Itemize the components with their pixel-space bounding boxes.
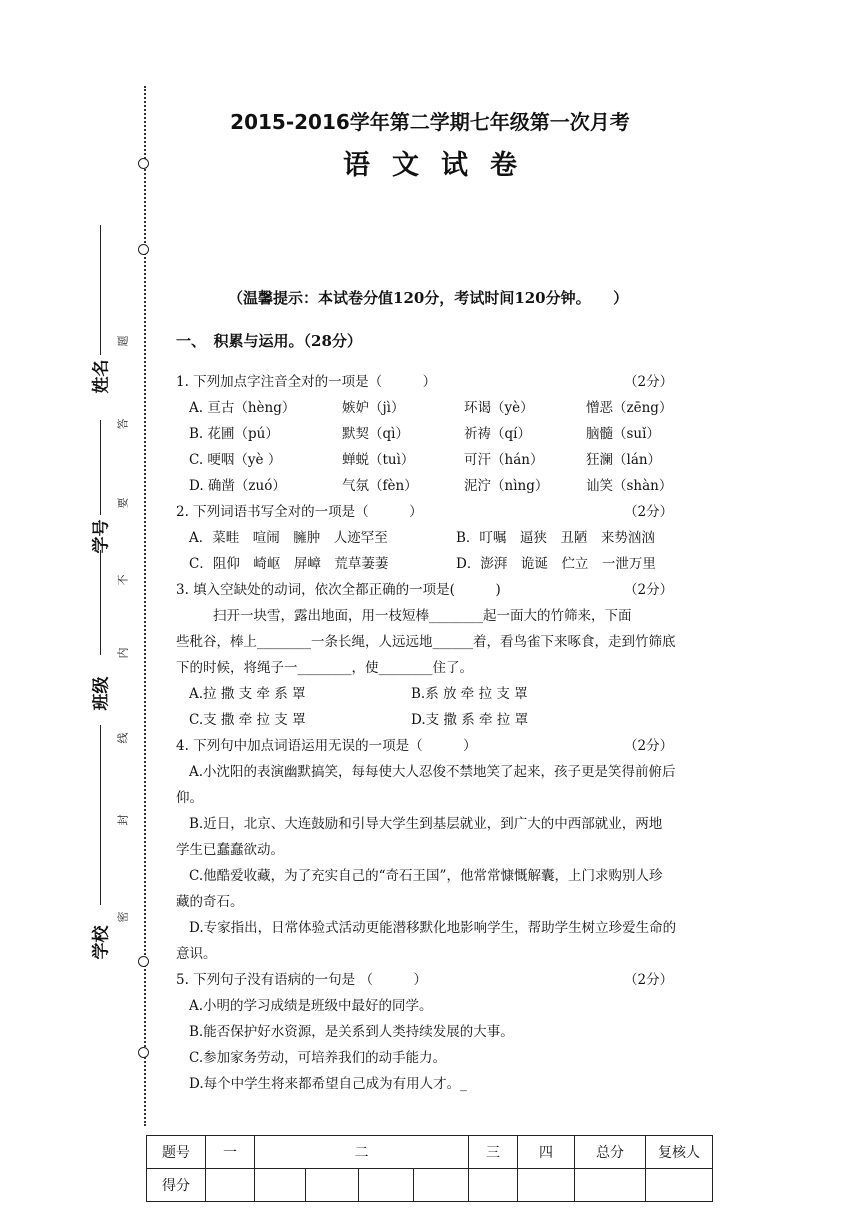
q4-stem: 4. 下列句中加点词语运用无误的一项是（ ）	[176, 738, 477, 754]
q5-option-line: B.能否保护好水资源，是关系到人类持续发展的大事。	[189, 1024, 514, 1040]
q1-option: 讪笑（shàn）	[586, 478, 673, 494]
table-row	[147, 1169, 713, 1202]
score-input-cell[interactable]	[575, 1169, 646, 1202]
q2-option: C．阻仰 崎岖 屏嶂 荒草萋萋	[189, 556, 389, 572]
q2-score: （2分）	[624, 504, 674, 520]
score-input-cell[interactable]	[469, 1169, 518, 1202]
q1-option: 气氛（fèn）	[342, 478, 418, 494]
score-input-cell[interactable]	[255, 1169, 306, 1202]
q1-option: A. 亘古（hèng）	[189, 400, 296, 416]
q1-stem: 1. 下列加点字注音全对的一项是（ ）	[176, 374, 437, 390]
q3-option: B.系 放 牵 拉 支 罩	[411, 686, 528, 702]
q3-passage-line: 扫开一块雪，露出地面，用一枝短棒________起一面大的竹筛来，下面	[213, 608, 632, 624]
q1-option: 嫉妒（jì）	[342, 400, 405, 416]
q5-option-line: D.每个中学生将来都希望自己成为有用人才。_	[189, 1076, 467, 1092]
seal-char: 答	[116, 418, 130, 430]
q4-option-line: B.近日，北京、大连鼓励和引导大学生到基层就业，到广大的中西部就业，两地	[189, 816, 663, 832]
seal-char: 线	[116, 732, 130, 744]
q1-option: 憎恶（zēng）	[586, 400, 673, 416]
exam-tip: （温馨提示：本试卷分值120分，考试时间120分钟。 ）	[228, 289, 629, 307]
score-input-cell[interactable]	[306, 1169, 359, 1202]
q3-option: A.拉 撒 支 牵 系 罩	[189, 686, 306, 702]
side-label-number: 学号	[91, 519, 112, 554]
class-blank-line	[100, 550, 101, 655]
seal-char: 封	[116, 814, 130, 826]
q1-option: 狂澜（lán）	[586, 452, 662, 468]
exam-title: 2015-2016学年第二学期七年级第一次月考	[230, 110, 630, 134]
q1-option: D. 确凿（zuó）	[189, 478, 286, 494]
binding-hole-marker	[138, 158, 149, 169]
seal-char: 不	[116, 574, 130, 586]
name-blank-line	[100, 225, 101, 355]
q2-option: A．菜畦 喧闹 臃肿 人迹罕至	[189, 530, 388, 546]
q2-option: D．澎湃 诡诞 伫立 一泄万里	[456, 556, 656, 572]
q1-option: 祈祷（qí）	[464, 426, 531, 442]
score-input-cell[interactable]	[359, 1169, 414, 1202]
q1-option: 环谒（yè）	[464, 400, 534, 416]
q4-option-line: C.他酷爱收藏，为了充实自己的“奇石王国”，他常常慷慨解囊，上门求购别人珍	[189, 868, 663, 884]
seal-char: 内	[116, 647, 130, 659]
q4-option-line: A.小沈阳的表演幽默搞笑，每每使大人忍俊不禁地笑了起来，孩子更是笑得前俯后	[189, 764, 676, 780]
q3-stem: 3. 填入空缺处的动词，依次全都正确的一项是( )	[176, 582, 501, 598]
score-input-cell[interactable]	[206, 1169, 255, 1202]
q5-score: （2分）	[624, 972, 674, 988]
score-input-cell[interactable]	[646, 1169, 713, 1202]
section-heading: 一、 积累与运用。（28分）	[176, 332, 362, 350]
binding-hole-marker	[138, 244, 149, 255]
table-cell: 总分	[575, 1136, 646, 1169]
q3-option: C.支 撒 牵 拉 支 罩	[189, 712, 306, 728]
q3-passage-line: 下的时候，将绳子一________，使________住了。	[176, 660, 473, 676]
table-row	[147, 1136, 713, 1169]
q3-option: D.支 撒 系 牵 拉 罩	[411, 712, 529, 728]
q1-option: B. 花圃（pú）	[189, 426, 279, 442]
q1-option: C. 哽咽（yè ）	[189, 452, 282, 468]
q3-score: （2分）	[624, 582, 674, 598]
q3-passage-line: 些秕谷，棒上________一条长绳，人远远地______着，看鸟雀下来啄食，走到竹筛底	[176, 634, 676, 650]
q5-option-line: A.小明的学习成绩是班级中最好的同学。	[189, 998, 433, 1014]
score-table	[146, 1135, 713, 1202]
q4-score: （2分）	[624, 738, 674, 754]
number-blank-line	[100, 420, 101, 515]
q1-option: 默契（qì）	[342, 426, 409, 442]
q2-option: B．叮嘱 逼狭 丑陋 来势汹汹	[456, 530, 655, 546]
binding-hole-marker	[138, 956, 149, 967]
q1-score: （2分）	[624, 374, 674, 390]
q1-option: 泥泞（nìng）	[464, 478, 549, 494]
score-input-cell[interactable]	[414, 1169, 469, 1202]
table-cell: 复核人	[646, 1136, 713, 1169]
exam-subtitle: 语文试卷	[343, 150, 539, 181]
table-cell: 一	[206, 1136, 255, 1169]
binding-hole-marker	[138, 1047, 149, 1058]
q4-option-line: D.专家指出，日常体验式活动更能潜移默化地影响学生，帮助学生树立珍爱生命的	[189, 920, 677, 936]
seal-char: 要	[116, 497, 130, 509]
table-cell: 四	[518, 1136, 575, 1169]
side-label-name: 姓名	[91, 359, 112, 394]
table-cell: 题号	[147, 1136, 206, 1169]
school-blank-line	[100, 725, 101, 905]
q4-option-line: 意识。	[176, 946, 217, 962]
seal-char: 题	[116, 335, 130, 347]
q1-option: 蝉蜕（tuì）	[342, 452, 415, 468]
seal-dotted-line	[144, 86, 146, 1126]
table-cell: 二	[255, 1136, 469, 1169]
score-input-cell[interactable]	[518, 1169, 575, 1202]
q1-option: 可汗（hán）	[464, 452, 544, 468]
q4-option-line: 藏的奇石。	[176, 894, 244, 910]
q1-option: 脑髓（suǐ）	[586, 426, 660, 442]
table-cell: 得分	[147, 1169, 206, 1202]
q4-option-line: 仰。	[176, 790, 203, 806]
q5-option-line: C.参加家务劳动，可培养我们的动手能力。	[189, 1050, 447, 1066]
side-label-school: 学校	[91, 925, 112, 960]
q4-option-line: 学生已蠢蠢欲动。	[176, 842, 284, 858]
side-label-class: 班级	[91, 676, 112, 711]
table-cell: 三	[469, 1136, 518, 1169]
q5-stem: 5. 下列句子没有语病的一句是 （ ）	[176, 972, 427, 988]
seal-char: 密	[116, 911, 130, 923]
q2-stem: 2. 下列词语书写全对的一项是（ ）	[176, 504, 423, 520]
